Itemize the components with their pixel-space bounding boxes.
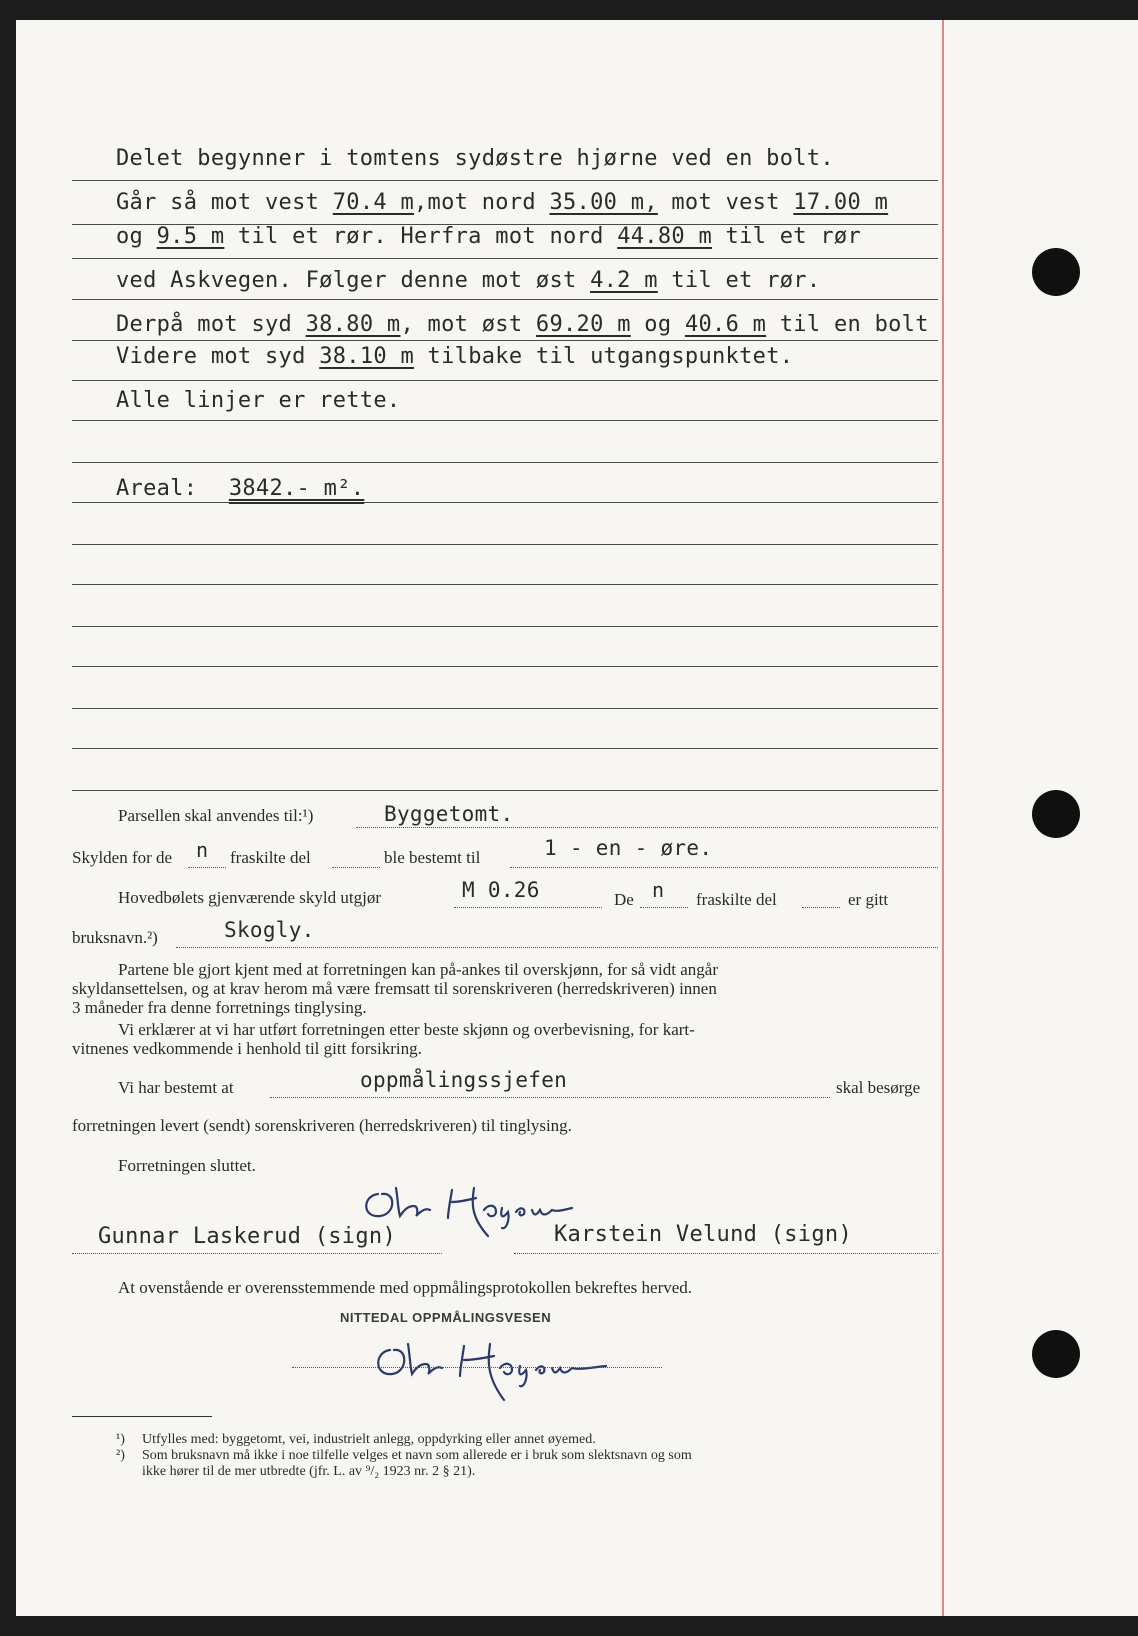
footnote-2-line-1: Som bruksnavn må ikke i noe tilfelle velges et navn som allerede er i bruk som slektsnavn og som — [142, 1448, 692, 1463]
dotted-fill — [72, 1252, 442, 1254]
footnote-1: Utfylles med: byggetomt, vei, industrielt anlegg, oppdyrking eller annet øyemed. — [142, 1432, 596, 1447]
description-line-6: Videre mot syd 38.10 m tilbake til utgangspunktet. — [116, 344, 794, 369]
description-line-2: Går så mot vest 70.4 m,mot nord 35.00 m, mot vest 17.00 m — [116, 190, 889, 215]
areal-label: Areal: — [116, 476, 198, 501]
stamp-text: NITTEDAL OPPMÅLINGSVESEN — [340, 1310, 552, 1325]
binder-hole — [1032, 248, 1080, 296]
partene-line-1: Partene ble gjort kjent med at forretningen kan på-ankes til overskjønn, for så vidt angår — [118, 960, 719, 979]
hoved-value: M 0.26 — [462, 878, 540, 902]
levert-line: forretningen levert (sendt) sorenskriveren (herredskriveren) til tinglysing. — [72, 1116, 572, 1135]
red-margin-line — [942, 20, 944, 1616]
ruled-line — [72, 666, 938, 667]
handwritten-signature-2 — [366, 1320, 626, 1410]
dotted-fill — [356, 826, 938, 828]
hoved-fraskilte: fraskilte del — [696, 890, 777, 909]
ruled-line — [72, 299, 938, 300]
skyld-fraskilte: fraskilte del — [230, 848, 311, 867]
erklaerer-line-1: Vi erklærer at vi har utført forretningen etter beste skjønn og overbevisning, for kart- — [118, 1020, 695, 1039]
dotted-fill — [176, 946, 938, 948]
dotted-fill — [454, 906, 602, 908]
erklaerer-line-2: vitnenes vedkommende i henhold til gitt forsikring. — [72, 1039, 422, 1058]
ruled-line — [72, 462, 938, 463]
areal-line — [116, 476, 364, 501]
ruled-line — [72, 584, 938, 585]
footnote-1-mark: ¹) — [116, 1432, 125, 1447]
areal-value: 3842.- m². — [228, 476, 365, 501]
dotted-fill — [802, 906, 840, 908]
dotted-fill — [292, 1366, 662, 1368]
witness-right: Karstein Velund (sign) — [554, 1222, 852, 1247]
parsell-label: Parsellen skal anvendes til:¹) — [118, 806, 314, 825]
skyld-value: 1 - en - øre. — [544, 836, 713, 860]
description-line-4: ved Askvegen. Følger denne mot øst 4.2 m til et rør. — [116, 268, 821, 293]
dotted-fill — [270, 1096, 830, 1098]
description-line-5: Derpå mot syd 38.80 m, mot øst 69.20 m og 40.6 m til en bolt — [116, 312, 929, 337]
skyld-n: n — [196, 838, 209, 862]
document-page — [16, 20, 1138, 1616]
ruled-line — [72, 626, 938, 627]
footnote-separator — [72, 1416, 212, 1417]
dotted-fill — [514, 1252, 938, 1254]
description-line-7: Alle linjer er rette. — [116, 388, 401, 413]
sluttet-line: Forretningen sluttet. — [118, 1156, 256, 1175]
dotted-fill — [188, 866, 226, 868]
witness-left: Gunnar Laskerud (sign) — [98, 1224, 396, 1249]
ruled-line — [72, 502, 938, 503]
footnote-2-line-2: ikke hører til de mer utbredte (jfr. L. av ⁹/₂ 1923 nr. 2 § 21). — [142, 1464, 476, 1479]
skyld-bestemt: ble bestemt til — [384, 848, 481, 867]
skyld-label: Skylden for de — [72, 848, 173, 867]
partene-line-2: skyldansettelsen, og at krav herom må være fremsatt til sorenskriveren (herredskriveren) innen — [72, 979, 717, 998]
bestemt-label: Vi har bestemt at — [118, 1078, 234, 1097]
ruled-line — [72, 380, 938, 381]
partene-line-3: 3 måneder fra denne forretnings tinglysing. — [72, 998, 367, 1017]
dotted-fill — [510, 866, 938, 868]
binder-hole — [1032, 790, 1080, 838]
bestemt-tail: skal besørge — [836, 1078, 921, 1097]
ruled-line — [72, 544, 938, 545]
bruksnavn-value: Skogly. — [224, 918, 315, 942]
ruled-line — [72, 790, 938, 791]
footnote-2-mark: ²) — [116, 1448, 125, 1463]
dotted-fill — [332, 866, 380, 868]
bestemt-value: oppmålingssjefen — [360, 1068, 568, 1092]
ruled-line — [72, 258, 938, 259]
ruled-line — [72, 748, 938, 749]
ruled-line — [72, 420, 938, 421]
description-line-1: Delet begynner i tomtens sydøstre hjørne ved en bolt. — [116, 146, 834, 171]
hoved-de: De — [614, 890, 634, 909]
attest-text: At ovenstående er overensstemmende med oppmålingsprotokollen bekreftes herved. — [118, 1278, 693, 1297]
ruled-line — [72, 708, 938, 709]
dotted-fill — [640, 906, 688, 908]
description-line-3: og 9.5 m til et rør. Herfra mot nord 44.80 m til et rør — [116, 224, 862, 249]
parsell-value: Byggetomt. — [384, 802, 514, 826]
hoved-gitt: er gitt — [848, 890, 889, 909]
hoved-label: Hovedbølets gjenværende skyld utgjør — [118, 888, 381, 907]
ruled-line — [72, 180, 938, 181]
binder-hole — [1032, 1330, 1080, 1378]
hoved-n: n — [652, 878, 665, 902]
bruksnavn-label: bruksnavn.²) — [72, 928, 158, 947]
ruled-line — [72, 340, 938, 341]
